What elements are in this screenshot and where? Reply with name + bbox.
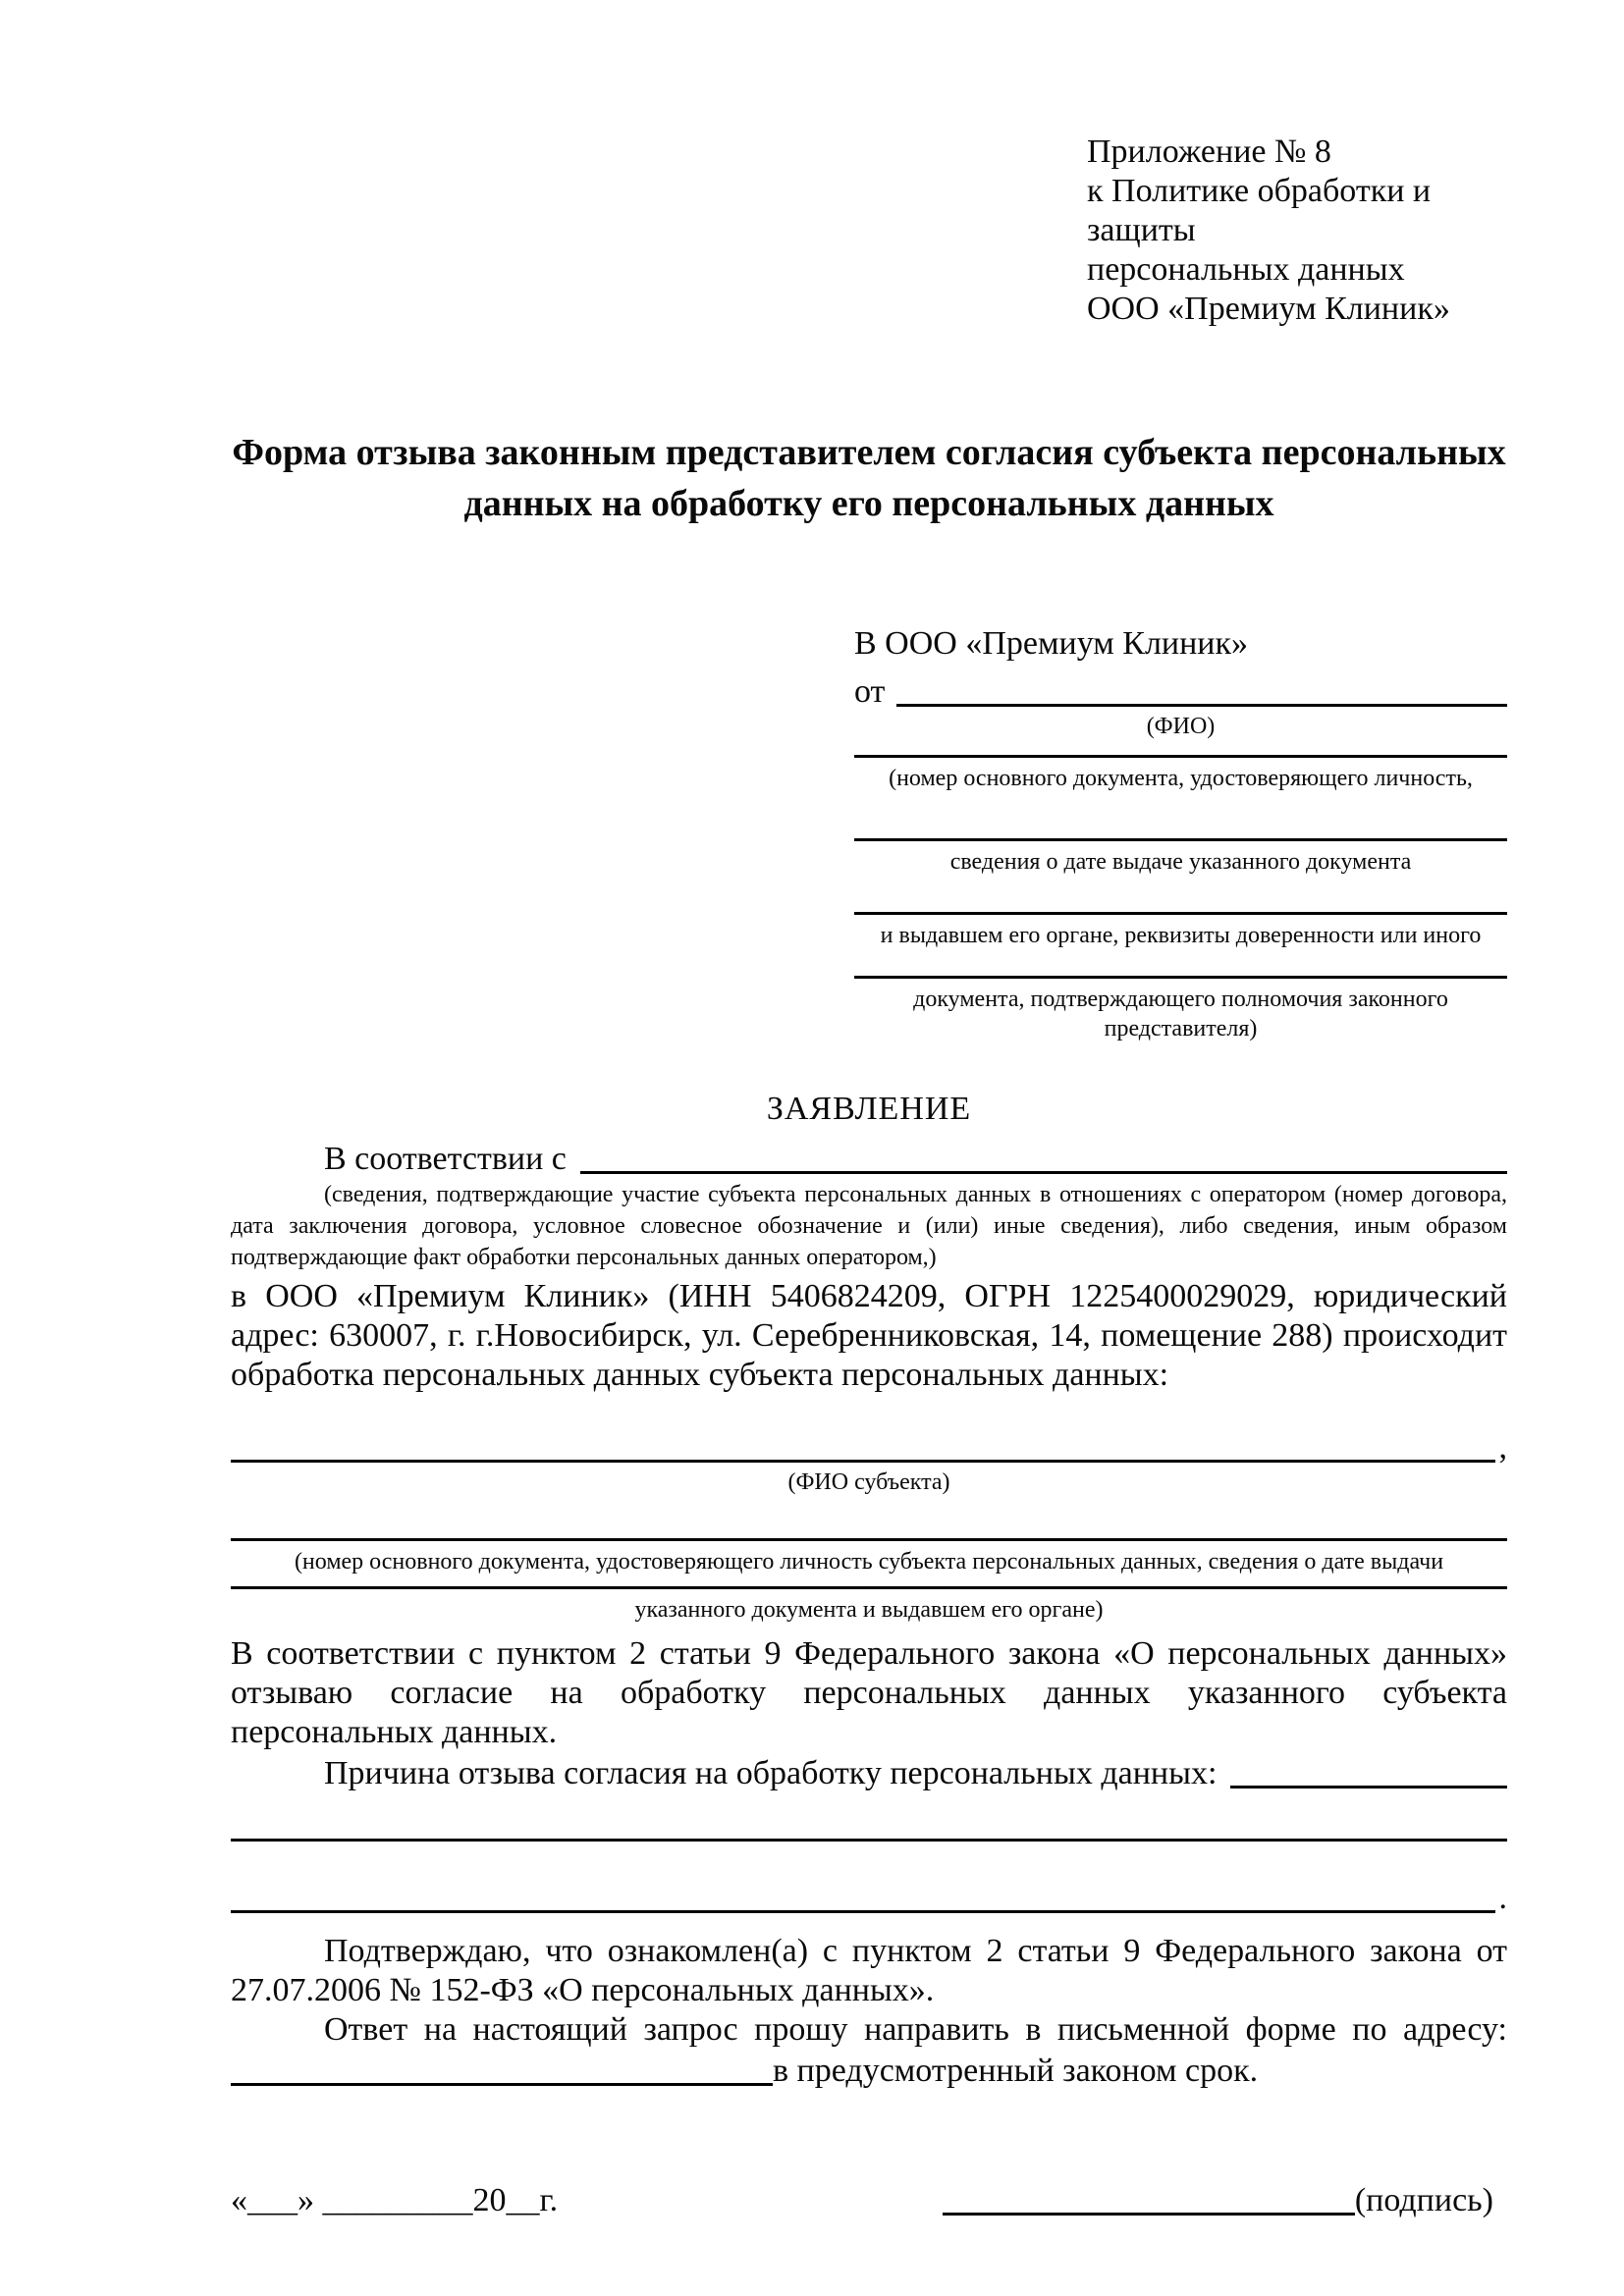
appendix-line-3: персональных данных: [1087, 251, 1405, 288]
reply-address-field: [231, 2050, 1507, 2091]
blank-line: [231, 1460, 1495, 1463]
reason-label: Причина отзыва согласия на обработку персональных данных:: [324, 1755, 1218, 1791]
withdraw-paragraph: В соответствии с пунктом 2 статьи 9 Федерального закона «О персональных данных» отзываю согласие на обработку персональных данных указанного субъекта персональных данных.: [231, 1635, 1507, 1750]
reply-paragraph: Ответ на настоящий запрос прошу направить в письменной форме по адресу:: [324, 2011, 1507, 2048]
subject-doc-caption-2: указанного документа и выдавшем его органе): [634, 1597, 1104, 1623]
trailing-period: .: [1498, 1880, 1507, 1916]
reason-blank-line-3: [231, 1879, 1507, 1918]
accordance-field: [231, 1138, 1507, 1179]
representative-doc-field-3: [854, 912, 1507, 950]
subject-doc-field-1: [231, 1538, 1507, 1576]
field-caption: и выдавшем его органе, реквизиты доверенности или иного: [880, 923, 1482, 948]
from-label: от: [854, 673, 886, 710]
date-field: «___» _________20__г.: [231, 2182, 559, 2218]
signature-caption: (подпись): [1354, 2182, 1493, 2218]
appendix-line-2: к Политике обработки и защиты: [1087, 173, 1432, 248]
statement-heading: ЗАЯВЛЕНИЕ: [766, 1091, 972, 1127]
addressee-block: [854, 623, 1507, 1043]
blank-line: [854, 912, 1507, 915]
accordance-blank-line: [580, 1171, 1507, 1174]
field-caption: сведения о дате выдаче указанного документа: [949, 849, 1412, 875]
footer: [231, 2175, 1507, 2220]
reason-field: [231, 1752, 1507, 1793]
appendix-note: [1087, 133, 1507, 329]
reason-blank-line-2: [231, 1839, 1507, 1842]
accordance-caption: (сведения, подтверждающие участие субъекта персональных данных в отношениях с оператором (номер договора, дата заключения договора, условное словесное обозначение и (или) иные сведения), либо сведения, иным образом подтверждающие факт обработки персональных данных оператором,): [231, 1182, 1507, 1270]
trailing-comma: ,: [1498, 1429, 1507, 1466]
subject-doc-caption-1: (номер основного документа, удостоверяющего личность субъекта персональных данных, сведения о дате выдачи: [294, 1549, 1444, 1575]
representative-doc-field-1: [854, 755, 1507, 793]
blank-line: [231, 1586, 1507, 1589]
field-caption: документа, подтверждающего полномочия законного представителя): [913, 987, 1448, 1041]
document-title: Форма отзыва законным представителем согласия субъекта персональных данных на обработку его персональных данных: [232, 432, 1506, 524]
reply-tail: в предусмотренный законом срок.: [773, 2053, 1259, 2089]
blank-line: [854, 755, 1507, 758]
field-caption: (номер основного документа, удостоверяющего личность,: [889, 766, 1473, 791]
subject-doc-field-2: [231, 1586, 1507, 1625]
signature-field: [943, 2181, 1493, 2220]
accordance-label: В соответствии с: [324, 1141, 567, 1177]
confirm-paragraph: Подтверждаю, что ознакомлен(а) с пунктом 2 статьи 9 Федерального закона от 27.07.2006 № 152-ФЗ «О персональных данных».: [231, 1933, 1507, 2008]
operator-paragraph: в ООО «Премиум Клиник» (ИНН 5406824209, ОГРН 1225400029029, юридический адрес: 630007, г. г.Новосибирск, ул. Серебренниковская, 14, помещение 288) происходит обработка персональных данных субъекта персональных данных:: [231, 1278, 1507, 1393]
reason-blank-line: [1230, 1786, 1507, 1789]
blank-line: [854, 838, 1507, 841]
signature-blank-line: [943, 2213, 1355, 2216]
addressee-company: В ООО «Премиум Клиник»: [854, 625, 1249, 662]
blank-line: [854, 976, 1507, 979]
appendix-line-1: Приложение № 8: [1087, 133, 1331, 170]
subject-fio-field: [231, 1428, 1507, 1468]
subject-fio-caption: (ФИО субъекта): [787, 1469, 950, 1495]
address-blank-line: [231, 2083, 773, 2086]
from-field: [854, 670, 1507, 712]
blank-line: [231, 1538, 1507, 1541]
representative-doc-field-4: [854, 976, 1507, 1043]
from-blank-line: [896, 704, 1507, 707]
representative-doc-field-2: [854, 838, 1507, 877]
blank-line: [231, 1910, 1495, 1913]
appendix-line-4: ООО «Премиум Клиник»: [1087, 291, 1450, 327]
fio-caption: (ФИО): [1146, 714, 1216, 739]
